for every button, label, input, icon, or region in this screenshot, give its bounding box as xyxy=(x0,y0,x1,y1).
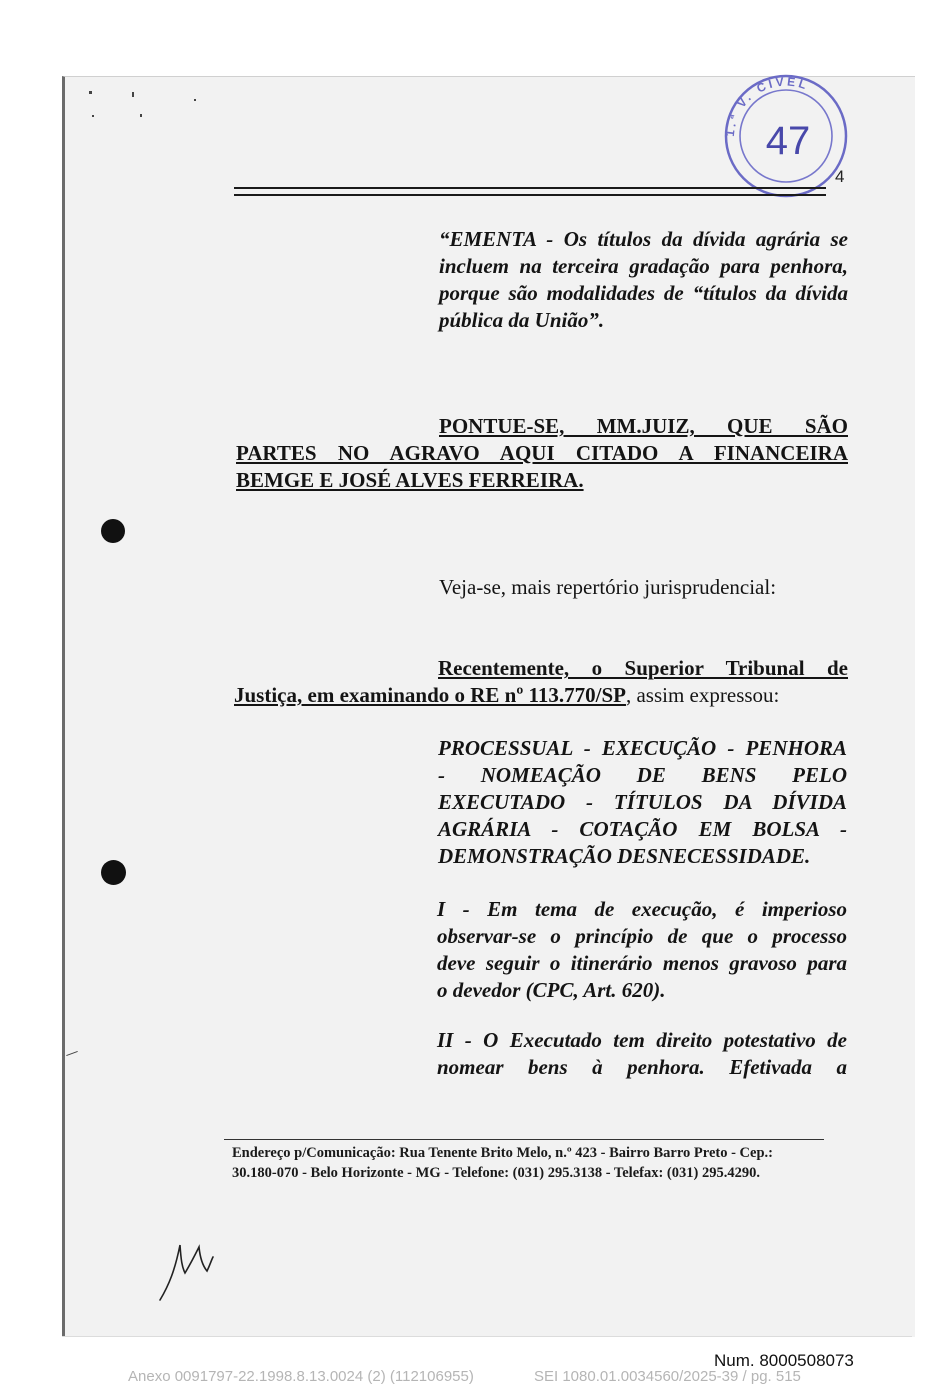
item-two-line: nomear bens à penhora. Efetivada a xyxy=(437,1055,847,1079)
footer-line: 30.180-070 - Belo Horizonte - MG - Telefone: (031) 295.3138 - Telefax: (031) 295.4290. xyxy=(232,1165,760,1181)
signature-icon xyxy=(155,1235,225,1305)
speck xyxy=(140,114,142,117)
pontue-paragraph xyxy=(236,413,848,494)
stamp-mark: 47 xyxy=(765,119,811,163)
item-one-line: o devedor (CPC, Art. 620). xyxy=(437,978,666,1002)
ementa-quote xyxy=(439,226,848,334)
item-one-line: I - Em tema de execução, é imperioso xyxy=(437,897,847,921)
ementa-line: pública da União”. xyxy=(439,308,605,332)
processual-line: - NOMEAÇÃO DE BENS PELO xyxy=(438,763,847,787)
recentemente-line: Recentemente, o Superior Tribunal de xyxy=(438,656,848,680)
recentemente-tail: , assim expressou: xyxy=(625,683,780,707)
item-two xyxy=(437,1027,847,1081)
processual-line: DEMONSTRAÇÃO DESNECESSIDADE. xyxy=(438,844,811,868)
annex-reference: Anexo 0091797-22.1998.8.13.0024 (2) (112106955) xyxy=(128,1368,474,1385)
ementa-line: porque são modalidades de “títulos da dívida xyxy=(439,281,848,305)
footer-rule xyxy=(224,1139,824,1140)
speck xyxy=(89,91,92,94)
pontue-line: BEMGE E JOSÉ ALVES FERREIRA. xyxy=(236,468,584,492)
page-number: 4 xyxy=(835,167,845,186)
ementa-line: incluem na terceira gradação para penhora, xyxy=(439,254,848,278)
processual-line: PROCESSUAL - EXECUÇÃO - PENHORA xyxy=(438,736,847,760)
punch-hole xyxy=(101,519,125,543)
document-number: Num. 8000508073 xyxy=(714,1351,854,1370)
vejase-text: Veja-se, mais repertório jurisprudencial: xyxy=(439,575,777,599)
recentemente-line2 xyxy=(234,682,848,709)
ementa-line: “EMENTA - Os títulos da dívida agrária se xyxy=(439,227,848,251)
header-rule-thin xyxy=(234,194,826,196)
page-edge xyxy=(62,1336,912,1337)
processual-heading xyxy=(438,735,847,870)
item-one-line: deve seguir o itinerário menos gravoso para xyxy=(437,951,847,975)
sei-reference: SEI 1080.01.0034560/2025-39 / pg. 515 xyxy=(534,1368,801,1385)
header-rule xyxy=(234,187,826,189)
processual-line: EXECUTADO - TÍTULOS DA DÍVIDA xyxy=(438,790,847,814)
pontue-line: PARTES NO AGRAVO AQUI CITADO A FINANCEIRA xyxy=(236,441,848,465)
speck xyxy=(194,99,196,101)
recentemente-citation: Justiça, em examinando o RE nº 113.770/SP xyxy=(234,683,626,707)
recentemente-paragraph xyxy=(234,655,848,709)
item-one-line: observar-se o princípio de que o processo xyxy=(437,924,847,948)
footer-address xyxy=(232,1143,852,1183)
pontue-line: PONTUE-SE, MM.JUIZ, QUE SÃO xyxy=(439,414,848,438)
speck xyxy=(92,115,94,117)
item-one xyxy=(437,896,847,1004)
processual-line: AGRÁRIA - COTAÇÃO EM BOLSA - xyxy=(438,817,847,841)
footer-line: Endereço p/Comunicação: Rua Tenente Brito Melo, n.º 423 - Bairro Barro Preto - Cep.: xyxy=(232,1145,773,1161)
punch-hole xyxy=(101,860,126,885)
item-two-line: II - O Executado tem direito potestativo de xyxy=(437,1028,847,1052)
speck xyxy=(132,92,134,97)
stamp-text: 1.ª V. CÍVEL xyxy=(722,74,812,138)
